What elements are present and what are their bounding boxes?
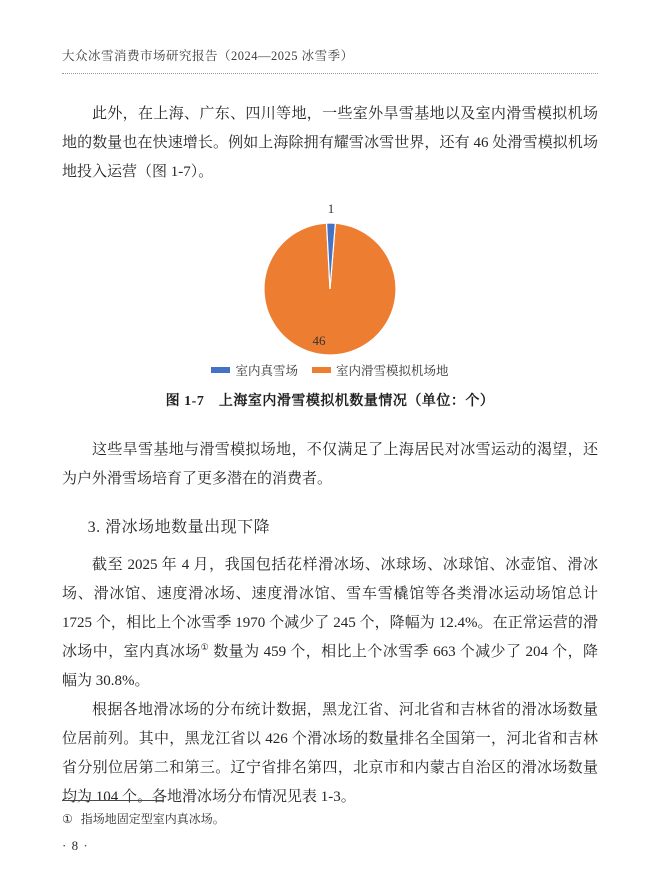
footnote-area (62, 800, 598, 827)
paragraph-province-ranking: 根据各地滑冰场的分布统计数据，黑龙江省、河北省和吉林省的滑冰场数量位居前列。其中，黑龙江省以 426 个滑冰场的数量排名全国第一，河北省和吉林省分别位居第二和第三。辽宁省排名第四，北京市和内蒙古自治区的滑冰场数量均为 104 个。各地滑冰场分布情况见表 1-3。 (62, 702, 598, 805)
paragraph-rink-stats-after: 数量为 459 个，相比上个冰雪季 663 个减少了 204 个，降幅为 30.8%。 (62, 644, 598, 689)
legend-item-indoor-snow (211, 361, 298, 379)
pie-label-indoor-snow: 1 (327, 201, 335, 216)
legend-label-indoor-snow: 室内真雪场 (235, 364, 298, 378)
pie-label-simulator: 46 (312, 333, 326, 348)
legend-item-simulator (312, 361, 449, 379)
figure-caption: 图 1-7 上海室内滑雪模拟机数量情况（单位：个） (165, 394, 495, 409)
legend-label-simulator: 室内滑雪模拟机场地 (336, 364, 449, 378)
footnote (62, 810, 598, 827)
running-header-text: 大众冰雪消费市场研究报告（2024—2025 冰雪季） (62, 49, 354, 63)
footnote-marker: ① (62, 812, 73, 826)
section-heading-3: 3. 滑冰场地数量出现下降 (87, 519, 271, 536)
pie-chart (180, 197, 480, 359)
legend-swatch-blue-icon (211, 367, 230, 373)
footnote-separator (62, 800, 164, 801)
legend-swatch-orange-icon (312, 367, 331, 373)
paragraph-rink-stats (62, 551, 598, 696)
running-header (62, 46, 598, 74)
figure-1-7 (62, 197, 598, 410)
page-number: · 8 · (62, 838, 89, 853)
footnote-reference-mark: ① (200, 642, 210, 652)
paragraph-rink-stats-before: 截至 2025 年 4 月，我国包括花样滑冰场、冰球场、冰球馆、冰壶馆、滑冰场、滑冰馆、速度滑冰场、速度滑冰馆、雪车雪橇馆等各类滑冰运动场馆总计 1725 个，相比上个冰雪季 1970 个减少了 245 个，降幅为 12.4%。在正常运营的滑冰场中，室内真冰场 (62, 557, 598, 660)
footnote-text: 指场地固定型室内真冰场。 (80, 812, 225, 826)
chart-legend (62, 361, 598, 379)
paragraph-dry-snow: 这些旱雪基地与滑雪模拟场地，不仅满足了上海居民对冰雪运动的渴望，还为户外滑雪场培育了更多潜在的消费者。 (62, 442, 598, 487)
paragraph-intro: 此外，在上海、广东、四川等地，一些室外旱雪基地以及室内滑雪模拟机场地的数量也在快速增长。例如上海除拥有耀雪冰雪世界，还有 46 处滑雪模拟机场地投入运营（图 1-7）。 (62, 106, 598, 180)
